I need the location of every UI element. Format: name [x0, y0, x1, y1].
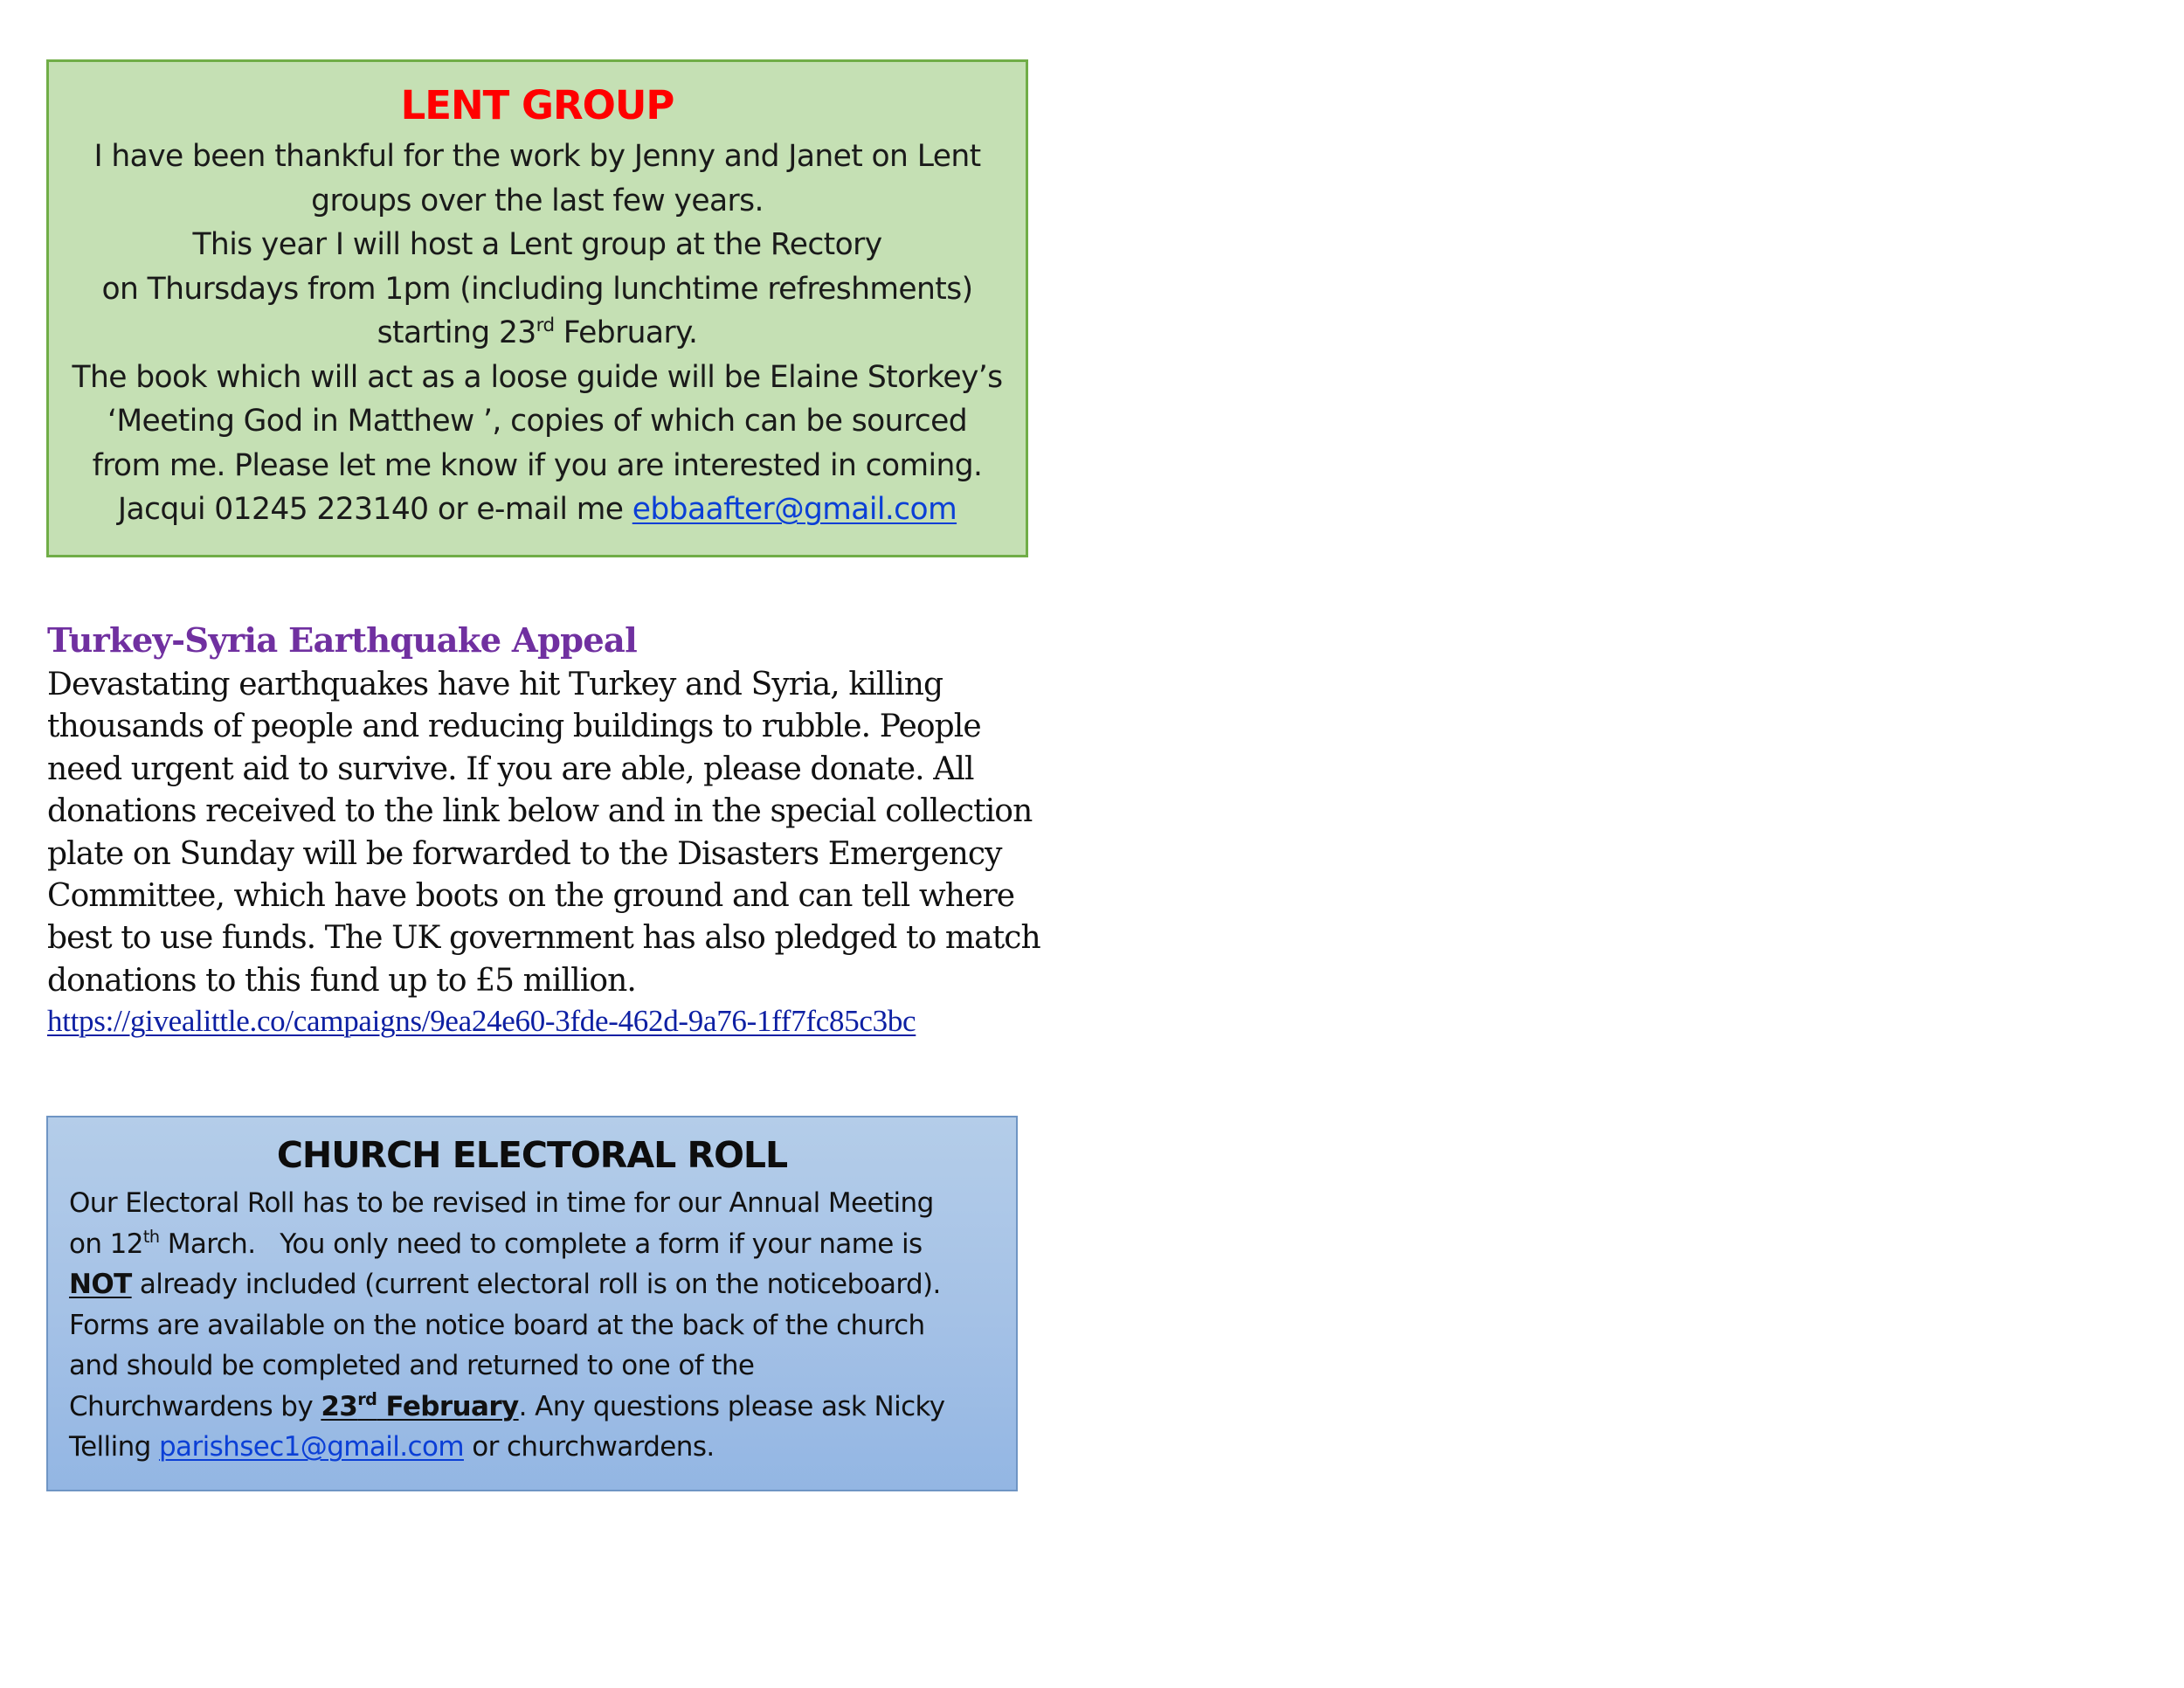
roll-questions-text: . Any questions please ask Nicky [518, 1390, 945, 1422]
lent-line-8: from me. Please let me know if you are interested in coming. [92, 447, 983, 483]
roll-email-link[interactable]: parishsec1@gmail.com [158, 1431, 464, 1463]
lent-contact-text: Jacqui 01245 223140 or e-mail me [117, 492, 632, 527]
lent-email-link[interactable]: ebbaafter@gmail.com [632, 492, 957, 527]
roll-deadline-day: 23 [321, 1390, 358, 1422]
appeal-title: Turkey-Syria Earthquake Appeal [47, 621, 637, 661]
roll-included-text: already included (current electoral roll is on the noticeboard). [131, 1269, 941, 1300]
roll-line-7 [69, 1427, 1007, 1468]
electoral-roll-body [69, 1183, 1007, 1468]
appeal-line-8: donations to this fund up to £5 million. [47, 962, 636, 999]
roll-line-4: Forms are available on the notice board at the back of the church [69, 1309, 925, 1341]
lent-group-title: LENT GROUP [400, 82, 674, 128]
lent-start-ordinal: rd [536, 314, 555, 336]
roll-date-rest: March. You only need to complete a form if your name is [159, 1228, 923, 1260]
lent-line-7: ‘Meeting God in Matthew ’, copies of which can be sourced [107, 404, 967, 439]
lent-line-2: groups over the last few years. [311, 183, 764, 218]
lent-start-month: February. [554, 315, 698, 350]
appeal-line-6: Committee, which have boots on the ground and can tell where [47, 878, 1015, 915]
roll-not-emphasis: NOT [69, 1269, 132, 1300]
roll-line-2 [69, 1224, 1007, 1265]
lent-line-6: The book which will act as a loose guide will be Elaine Storkey’s [72, 359, 1003, 395]
roll-deadline-ordinal: rd [357, 1388, 377, 1409]
roll-line-5: and should be completed and returned to one of the [69, 1350, 755, 1381]
appeal-line-4: donations received to the link below and in the special collection [47, 793, 1033, 830]
lent-start-text: starting 23 [377, 315, 536, 350]
roll-date-ordinal: th [142, 1226, 160, 1247]
lent-group-body [49, 135, 1026, 532]
roll-contact-rest: or churchwardens. [463, 1431, 715, 1463]
appeal-line-1: Devastating earthquakes have hit Turkey and Syria, killing [47, 667, 943, 702]
lent-line-3: This year I will host a Lent group at the Rectory [192, 227, 882, 262]
roll-deadline-month: February [377, 1390, 519, 1422]
lent-line-4: on Thursdays from 1pm (including lunchtime refreshments) [101, 271, 973, 307]
lent-line-5 [49, 311, 1026, 356]
roll-deadline-text: Churchwardens by [69, 1390, 321, 1422]
roll-contact-text: Telling [69, 1431, 159, 1463]
electoral-roll-box [46, 1116, 1018, 1491]
donation-link[interactable]: https://givealittle.co/campaigns/9ea24e60-3fde-462d-9a76-1ff7fc85c3bc [47, 1004, 916, 1039]
lent-group-box [46, 59, 1028, 557]
roll-date-text: on 12 [69, 1228, 143, 1260]
appeal-line-3: need urgent aid to survive. If you are able, please donate. All [47, 751, 974, 787]
appeal-body [47, 664, 1052, 1002]
electoral-roll-title: CHURCH ELECTORAL ROLL [276, 1134, 788, 1176]
roll-line-6 [69, 1387, 1007, 1428]
appeal-line-5: plate on Sunday will be forwarded to the Disasters Emergency [47, 835, 1002, 872]
lent-line-1: I have been thankful for the work by Jenny and Janet on Lent [93, 139, 981, 174]
lent-line-9 [49, 488, 1026, 532]
earthquake-appeal-section [47, 619, 1052, 1041]
roll-line-3 [69, 1264, 1007, 1305]
appeal-line-2: thousands of people and reducing buildings to rubble. People [47, 709, 981, 745]
roll-deadline-date [321, 1388, 519, 1422]
roll-line-1: Our Electoral Roll has to be revised in time for our Annual Meeting [69, 1187, 934, 1219]
appeal-line-7: best to use funds. The UK government has also pledged to match [47, 920, 1040, 957]
